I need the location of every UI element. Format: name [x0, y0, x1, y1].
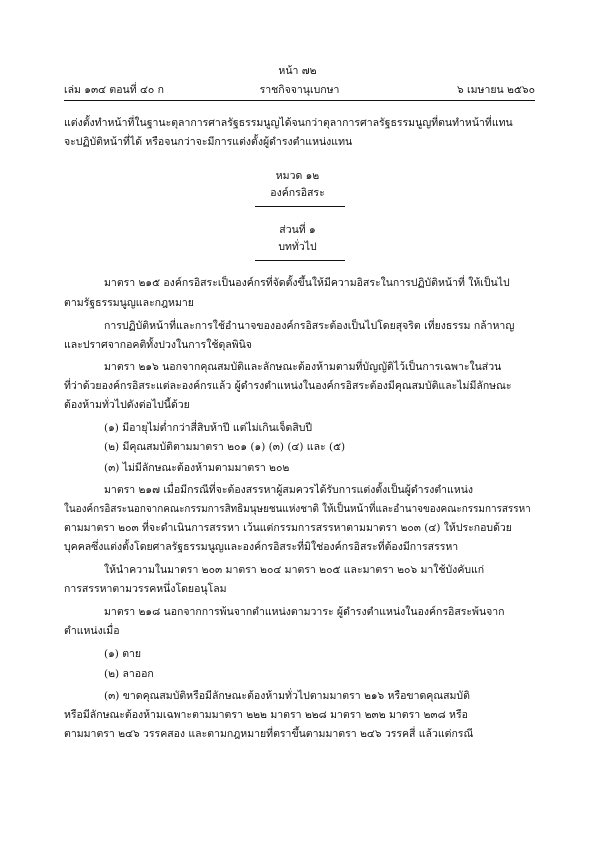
section-218-item: (๓) ขาดคุณสมบัติหรือมีลักษณะต้องห้ามทั่วไปตามมาตรา ๒๑๖ หรือขาดคุณสมบัติ	[104, 690, 470, 702]
section-217-line: ให้นำความในมาตรา ๒๐๓ มาตรา ๒๐๔ มาตรา ๒๐๕ และมาตรา ๒๐๖ มาใช้บังคับแก่	[104, 564, 485, 576]
section-216-item: (๑) มีอายุไม่ต่ำกว่าสี่สิบห้าปี แต่ไม่เกินเจ็ดสิบปี	[104, 422, 313, 434]
section-217-line: ตามมาตรา ๒๐๓ ที่จะดำเนินการสรรหา เว้นแต่กรรมการสรรหาตามมาตรา ๒๐๓ (๔) ให้ประกอบด้วย	[64, 522, 512, 534]
part-title: บททั่วไป	[278, 241, 317, 253]
chapter-title: องค์กรอิสระ	[270, 187, 325, 199]
heading-divider	[255, 206, 345, 207]
section-215-line: มาตรา ๒๑๕ องค์กรอิสระเป็นองค์กรที่จัดตั้งขึ้นให้มีความอิสระในการปฏิบัติหน้าที่ ให้เป็นไป	[104, 277, 510, 289]
section-216-item: (๒) มีคุณสมบัติตามมาตรา ๒๐๑ (๑) (๓) (๔) และ (๕)	[104, 441, 346, 453]
section-217-line: การสรรหาตามวรรคหนึ่งโดยอนุโลม	[64, 583, 227, 595]
section-217-line: บุคคลซึ่งแต่งตั้งโดยศาลรัฐธรรมนูญและองค์กรอิสระที่มิใช่องค์กรอิสระที่ต้องมีการสรรหา	[64, 541, 459, 553]
page-number: หน้า ๗๒	[278, 65, 317, 77]
section-216-line: ที่ว่าด้วยองค์กรอิสระแต่ละองค์กรแล้ว ผู้ดำรงตำแหน่งในองค์กรอิสระต้องมีคุณสมบัติและไม่มีลักษณะ	[64, 380, 512, 392]
gazette-header	[64, 81, 535, 95]
section-215-line: ตามรัฐธรรมนูญและกฎหมาย	[64, 297, 194, 309]
part-number: ส่วนที่ ๑	[279, 224, 316, 236]
section-216-line: ต้องห้ามทั่วไปดังต่อไปนี้ด้วย	[64, 399, 190, 411]
chapter-number: หมวด ๑๒	[275, 170, 320, 182]
paragraph-line: จะปฏิบัติหน้าที่ได้ หรือจนกว่าจะมีการแต่งตั้งผู้ดำรงตำแหน่งแทน	[64, 136, 353, 148]
section-215-line: และปราศจากอคติทั้งปวงในการใช้ดุลพินิจ	[64, 339, 252, 351]
section-218-item: (๒) ลาออก	[104, 668, 154, 680]
section-218-item: หรือมีลักษณะต้องห้ามเฉพาะตามมาตรา ๒๒๒ มาตรา ๒๒๘ มาตรา ๒๓๒ มาตรา ๒๓๘ หรือ	[64, 709, 468, 721]
paragraph-line: แต่งตั้งทำหน้าที่ในฐานะตุลาการศาลรัฐธรรมนูญได้จนกว่าตุลาการศาลรัฐธรรมนูญที่ตนทำหน้าที่แทน	[64, 117, 513, 129]
section-218-item: (๑) ตาย	[104, 648, 142, 660]
section-217-line: ในองค์กรอิสระนอกจากคณะกรรมการสิทธิมนุษยชนแห่งชาติ ให้เป็นหน้าที่และอำนาจของคณะกรรมการสรรหา	[64, 503, 531, 515]
section-217-line: มาตรา ๒๑๗ เมื่อมีกรณีที่จะต้องสรรหาผู้สมควรได้รับการแต่งตั้งเป็นผู้ดำรงตำแหน่ง	[104, 484, 474, 496]
section-215-line: การปฏิบัติหน้าที่และการใช้อำนาจขององค์กรอิสระต้องเป็นไปโดยสุจริต เที่ยงธรรม กล้าหาญ	[104, 320, 515, 332]
section-218-item: ตามมาตรา ๒๔๖ วรรคสอง และตามกฎหมายที่ตราขึ้นตามมาตรา ๒๔๖ วรรคสี่ แล้วแต่กรณี	[64, 728, 474, 740]
gazette-title: ราชกิจจานุเบกษา	[259, 84, 340, 96]
header-rule	[64, 100, 535, 101]
section-216-item: (๓) ไม่มีลักษณะต้องห้ามตามมาตรา ๒๐๒	[104, 462, 290, 474]
heading-divider	[255, 260, 345, 261]
section-216-line: มาตรา ๒๑๖ นอกจากคุณสมบัติและลักษณะต้องห้ามตามที่บัญญัติไว้เป็นการเฉพาะในส่วน	[104, 361, 502, 373]
section-218-line: มาตรา ๒๑๘ นอกจากการพ้นจากตำแหน่งตามวาระ ผู้ดำรงตำแหน่งในองค์กรอิสระพ้นจาก	[104, 606, 505, 618]
issue-info: เล่ม ๑๓๔ ตอนที่ ๔๐ ก	[64, 84, 165, 96]
section-218-line: ตำแหน่งเมื่อ	[64, 625, 120, 637]
issue-date: ๖ เมษายน ๒๕๖๐	[457, 84, 535, 96]
